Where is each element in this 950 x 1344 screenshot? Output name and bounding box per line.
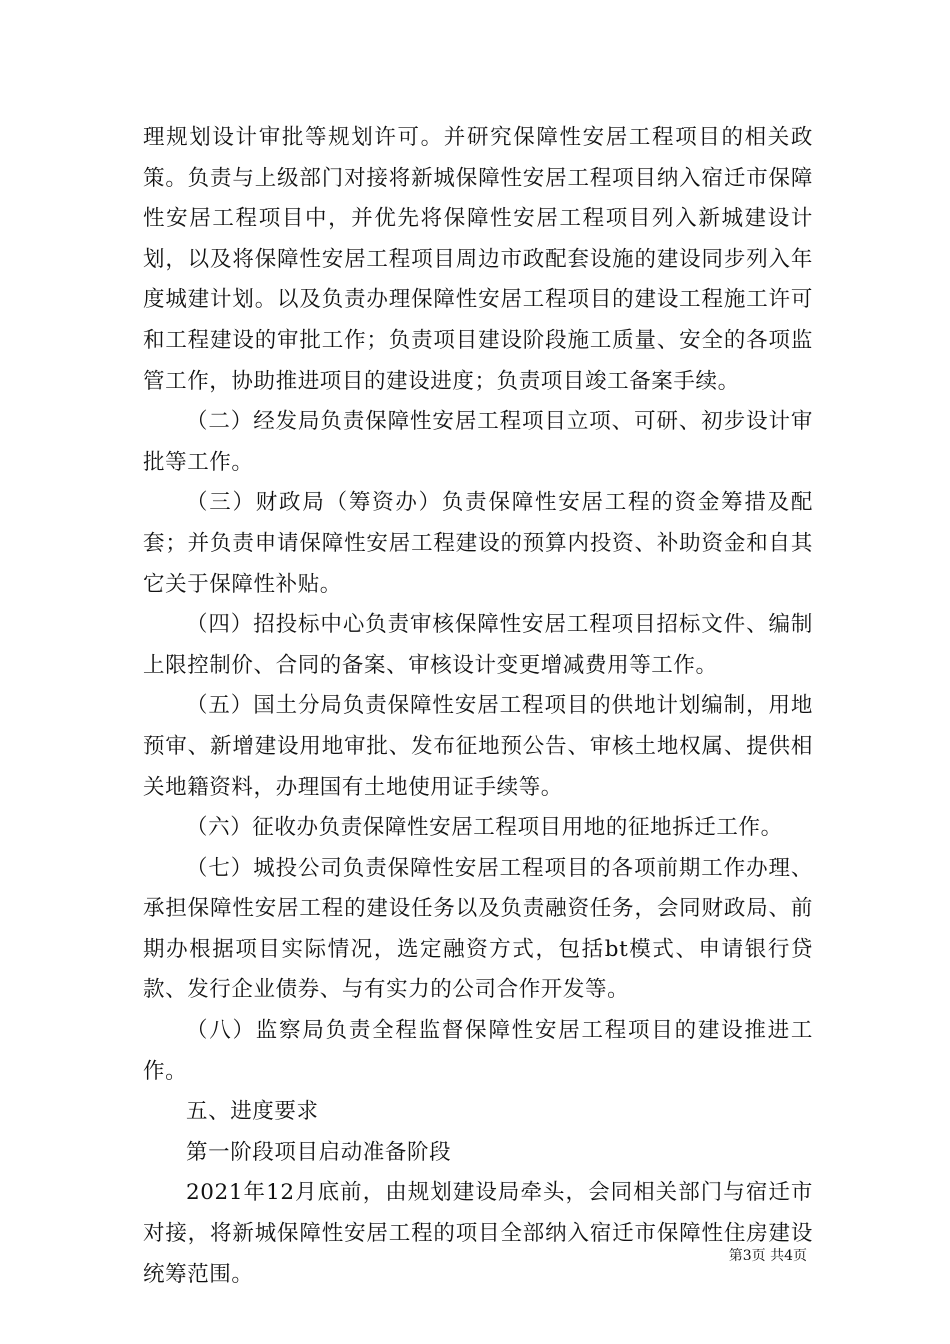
document-body [143, 118, 813, 1295]
paragraph-item-5: （五）国土分局负责保障性安居工程项目的供地计划编制，用地预审、新增建设用地审批、发布征地预公告、审核土地权属、提供相关地籍资料，办理国有土地使用证手续等。 [143, 693, 813, 800]
page-number-footer: 第3页 共4页 [728, 1248, 807, 1264]
paragraph-item-8: （八）监察局负责全程监督保障性安居工程项目的建设推进工作。 [143, 1018, 813, 1084]
section-heading: 五、进度要求 [186, 1099, 319, 1125]
paragraph-continued: 理规划设计审批等规划许可。并研究保障性安居工程项目的相关政策。负责与上级部门对接将新城保障性安居工程项目纳入宿迁市保障性安居工程项目中，并优先将保障性安居工程项目列入新城建设计划，以及将保障性安居工程项目周边市政配套设施的建设同步列入年度城建计划。以及负责办理保障性安居工程项目的建设工程施工许可和工程建设的审批工作；负责项目建设阶段施工质量、安全的各项监管工作，协助推进项目的建设进度；负责项目竣工备案手续。 [143, 125, 813, 394]
paragraph-item-7: （七）城投公司负责保障性安居工程项目的各项前期工作办理、承担保障性安居工程的建设任务以及负责融资任务，会同财政局、前期办根据项目实际情况，选定融资方式，包括bt模式、申请银行贷款、发行企业债券、与有实力的公司合作开发等。 [143, 855, 813, 1003]
paragraph-item-4: （四）招投标中心负责审核保障性安居工程项目招标文件、编制上限控制价、合同的备案、审核设计变更增减费用等工作。 [143, 612, 813, 678]
stage-heading: 第一阶段项目启动准备阶段 [186, 1139, 452, 1165]
paragraph-item-3: （三）财政局（筹资办）负责保障性安居工程的资金筹措及配套；并负责申请保障性安居工程建设的预算内投资、补助资金和自其它关于保障性补贴。 [143, 490, 813, 597]
paragraph-item-2: （二）经发局负责保障性安居工程项目立项、可研、初步设计审批等工作。 [143, 409, 813, 475]
paragraph-item-6: （六）征收办负责保障性安居工程项目用地的征地拆迁工作。 [186, 815, 783, 841]
paragraph-stage-1: 2021年12月底前，由规划建设局牵头，会同相关部门与宿迁市对接，将新城保障性安居工程的项目全部纳入宿迁市保障性住房建设统筹范围。 [143, 1180, 813, 1287]
